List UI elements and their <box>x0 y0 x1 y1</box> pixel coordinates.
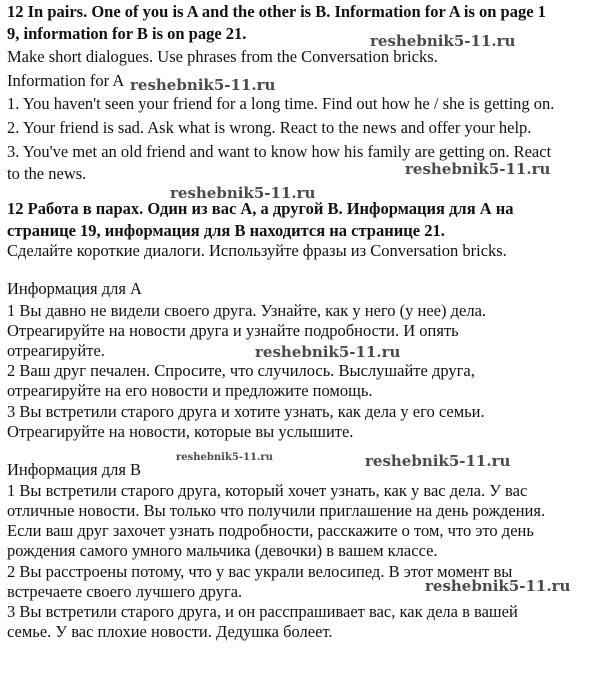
watermark: reshebnik5-11.ru <box>370 32 516 50</box>
russian-a-item3-line1: 3 Вы встретили старого друга и хотите узнать, как дела у его семьи. <box>7 402 485 421</box>
russian-a-item1-line2: Отреагируйте на новости друга и узнайте подробности. И опять <box>7 321 459 340</box>
russian-b-item3-line1: 3 Вы встретили старого друга, и он расспрашивает вас, как дела в вашей <box>7 602 518 621</box>
english-instruction: Make short dialogues. Use phrases from the Conversation bricks. <box>7 47 438 66</box>
watermark: reshebnik5-11.ru <box>365 452 511 470</box>
russian-info-a-label: Информация для А <box>7 279 142 298</box>
russian-info-b-label: Информация для В <box>7 460 142 479</box>
watermark: reshebnik5-11.ru <box>405 160 551 178</box>
russian-b-item1-line4: рождения самого умного мальчика (девочки) в вашем классе. <box>7 541 438 560</box>
english-item-3-line2: to the news. <box>7 164 87 183</box>
russian-a-item2-line2: отреагируйте на его новости и предложите помощь. <box>7 381 373 400</box>
watermark: reshebnik5-11.ru <box>255 343 401 361</box>
english-heading-line1: 12 In pairs. One of you is A and the other is B. Information for A is on page 1 <box>7 2 546 21</box>
english-heading-line2: 9, information for B is on page 21. <box>7 24 247 43</box>
russian-heading-line2: странице 19, информация для В находится на странице 21. <box>7 221 445 240</box>
watermark: reshebnik5-11.ru <box>170 184 316 202</box>
russian-a-item1-line3: отреагируйте. <box>7 341 105 360</box>
russian-b-item1-line3: Если ваш друг захочет узнать подробности, расскажите о том, что это день <box>7 521 534 540</box>
english-item-3-line1: 3. You've met an old friend and want to know how his family are getting on. React <box>7 142 552 161</box>
russian-b-item3-line2: семье. У вас плохие новости. Дедушка болеет. <box>7 622 333 641</box>
russian-a-item3-line2: Отреагируйте на новости, которые вы услышите. <box>7 422 354 441</box>
russian-heading-line1: 12 Работа в парах. Один из вас А, а другой В. Информация для А на <box>7 199 514 218</box>
russian-b-item1-line1: 1 Вы встретили старого друга, который хочет узнать, как у вас дела. У вас <box>7 481 528 500</box>
russian-a-item1-line1: 1 Вы давно не видели своего друга. Узнайте, как у него (у нее) дела. <box>7 301 487 320</box>
english-item-1: 1. You haven't seen your friend for a long time. Find out how he / she is getting on. <box>7 94 555 113</box>
russian-b-item1-line2: отличные новости. Вы только что получили приглашение на день рождения. <box>7 501 546 520</box>
russian-instruction: Сделайте короткие диалоги. Используйте фразы из Conversation bricks. <box>7 241 507 260</box>
watermark: reshebnik5-11.ru <box>176 452 273 463</box>
watermark: reshebnik5-11.ru <box>425 577 571 595</box>
watermark: reshebnik5-11.ru <box>130 76 276 94</box>
russian-b-item2-line2: встречаете своего лучшего друга. <box>7 582 243 601</box>
russian-b-item2-line1: 2 Вы расстроены потому, что у вас украли велосипед. В этот момент вы <box>7 562 513 581</box>
english-item-2: 2. Your friend is sad. Ask what is wrong. React to the news and offer your help. <box>7 118 532 137</box>
russian-a-item2-line1: 2 Ваш друг печален. Спросите, что случилось. Выслушайте друга, <box>7 361 475 380</box>
english-info-label: Information for A <box>7 71 125 90</box>
